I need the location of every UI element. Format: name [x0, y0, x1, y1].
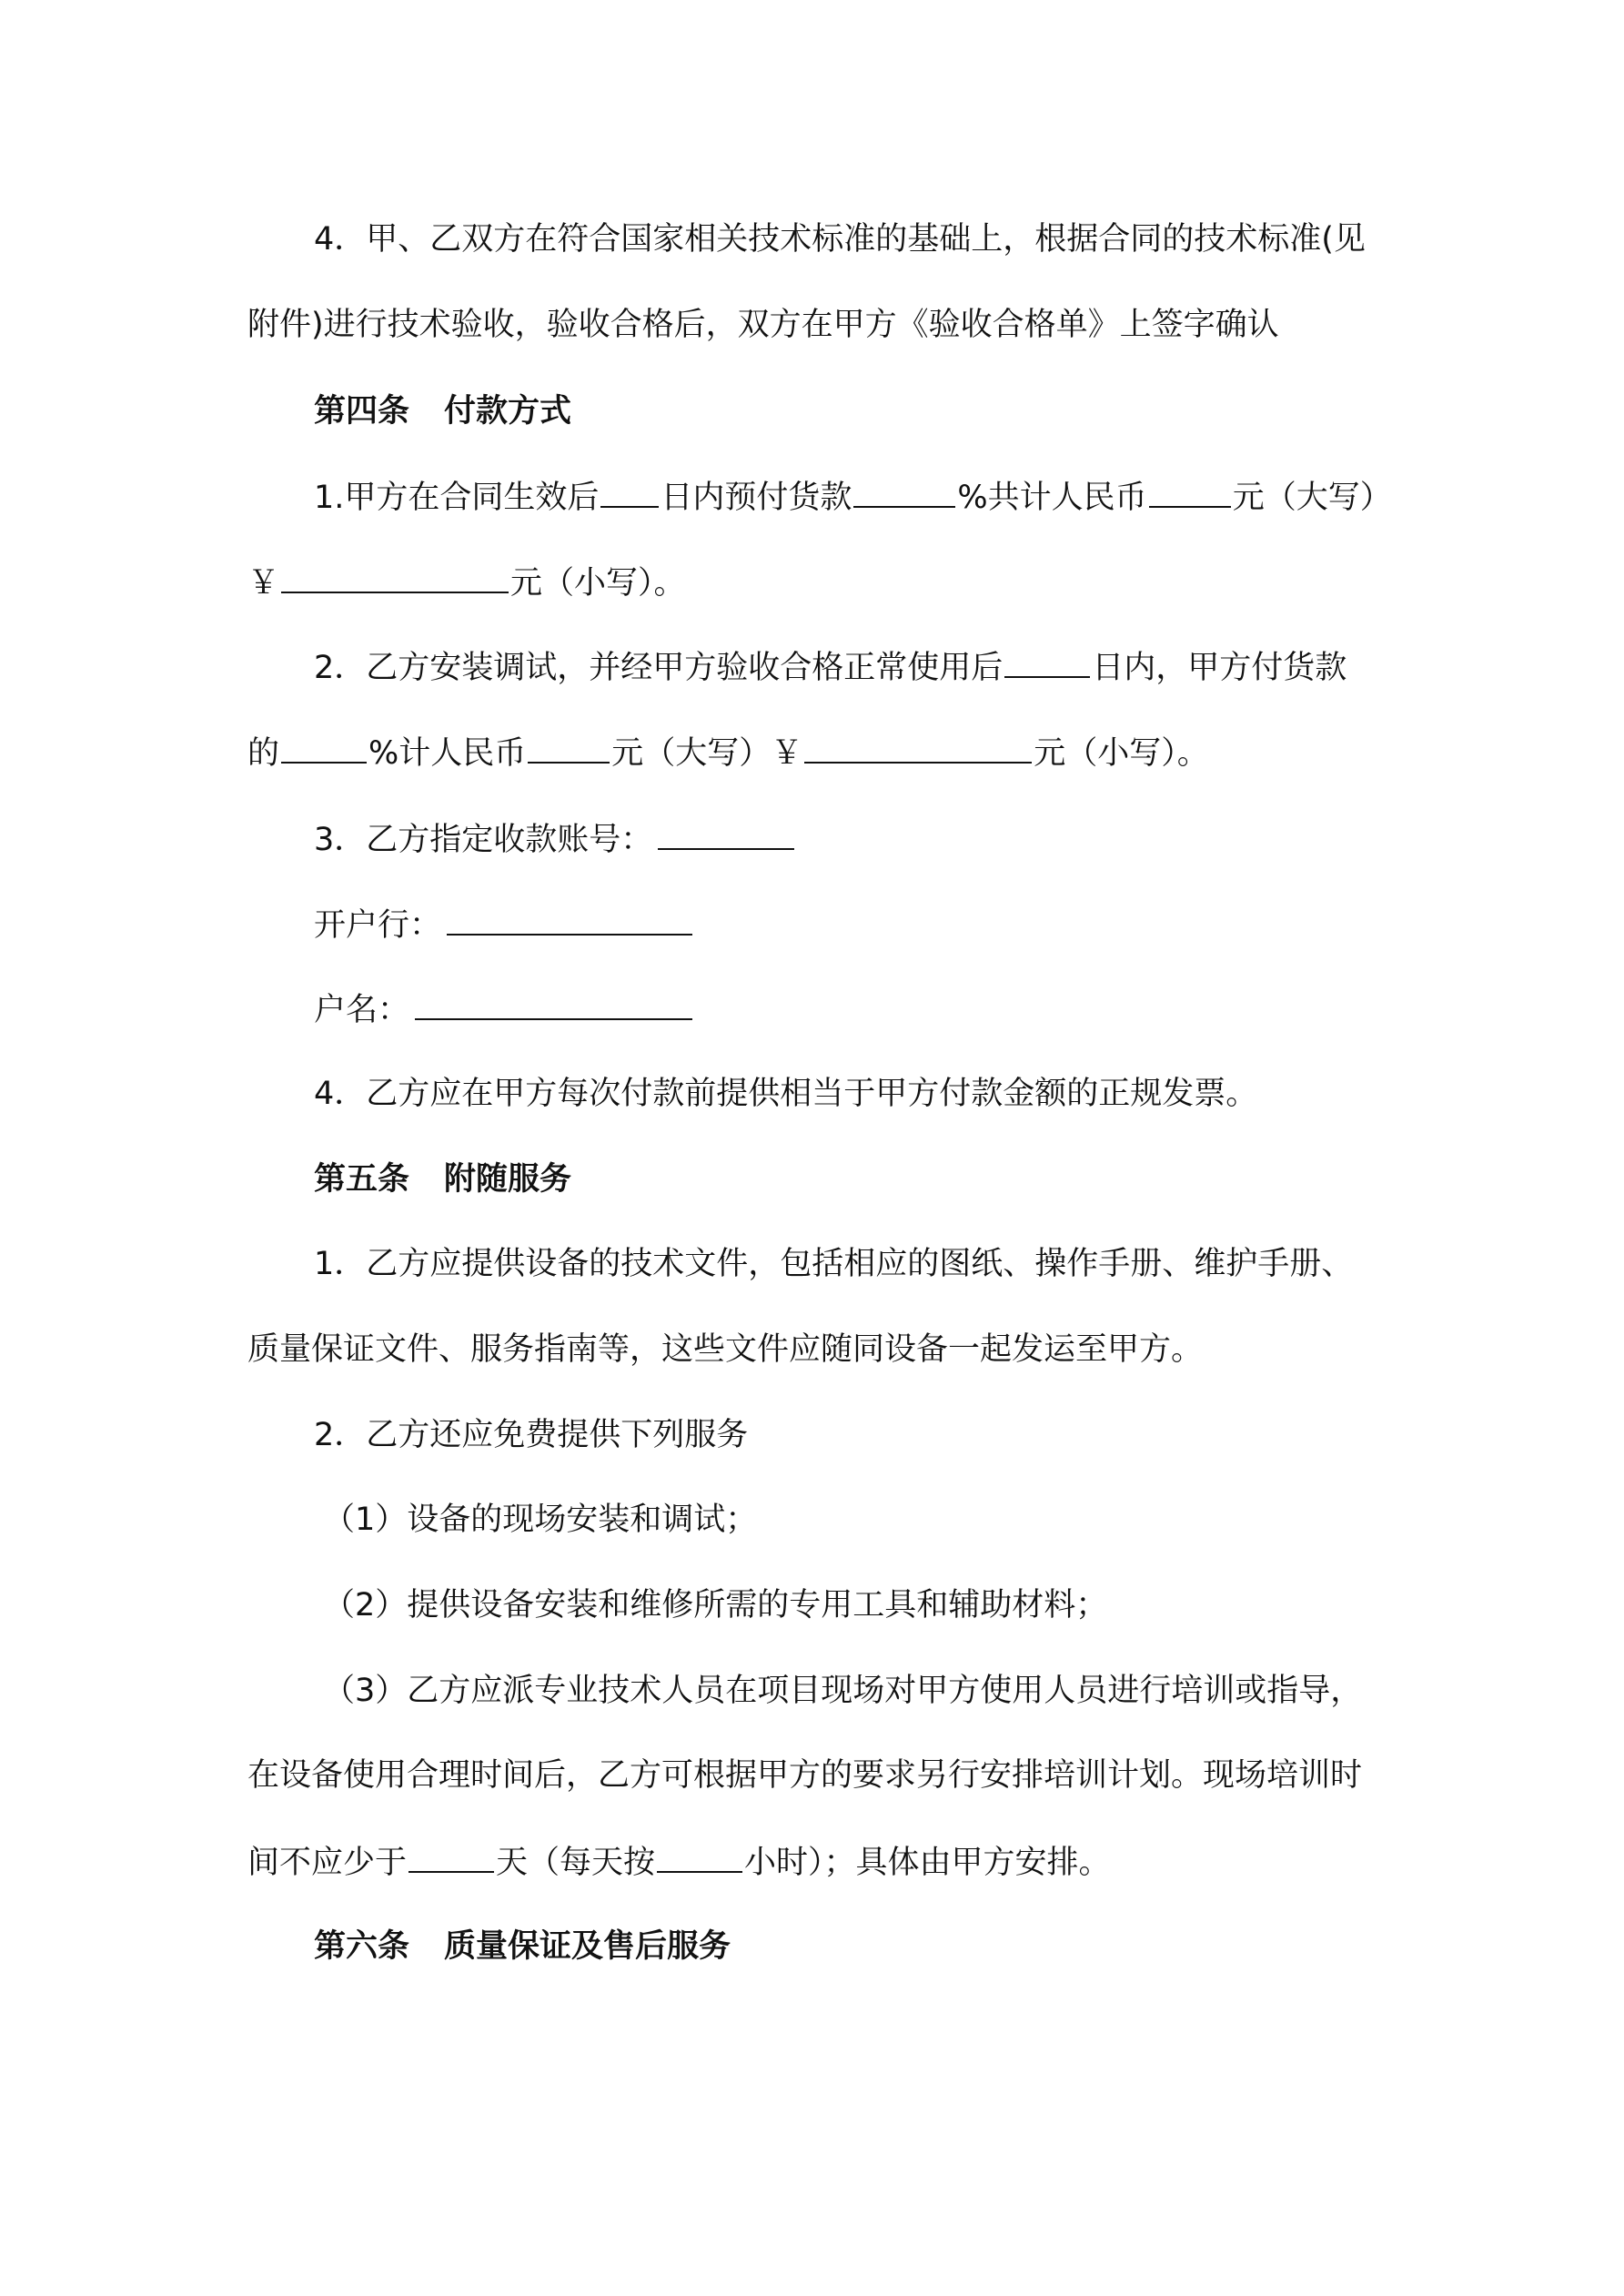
bank-field[interactable]: [447, 901, 692, 936]
blank-days-field[interactable]: [1004, 643, 1090, 678]
text-segment: 的: [247, 735, 280, 772]
blank-percent-field[interactable]: [853, 473, 955, 508]
article-6-title: 质量保证及售后服务: [444, 1928, 731, 1965]
para-4-line-1: 4．甲、乙双方在符合国家相关技术标准的基础上，根据合同的技术标准(见: [314, 221, 1366, 258]
text-segment: 元（大写）: [1232, 480, 1392, 516]
account-number-label: 3．乙方指定收款账号：: [314, 822, 653, 858]
text-segment: 元（大写）￥: [611, 735, 803, 772]
service-item-3-line-3: [247, 1838, 1394, 1886]
account-name-line: [314, 986, 1460, 1033]
account-name-label: 户名：: [314, 992, 410, 1028]
para-4-line-2: 附件)进行技术验收，验收合格后，双方在甲方《验收合格单》上签字确认: [247, 307, 1279, 343]
article-6-number: 第六条: [314, 1928, 410, 1965]
text-segment: 元（小写）。: [1034, 735, 1209, 772]
service-clause-1-line-1: 1．乙方应提供设备的技术文件，包括相应的图纸、操作手册、维护手册、: [314, 1246, 1354, 1282]
payment-clause-2-line-1: [314, 643, 1460, 691]
payment-clause-2-line-2: [247, 729, 1394, 776]
article-4-heading: [314, 389, 1460, 434]
blank-amount-lower-field[interactable]: [804, 729, 1032, 764]
text-segment: %共计人民币: [957, 480, 1147, 516]
bank-line: [314, 901, 1460, 948]
payment-clause-1-line-2: [247, 559, 1394, 606]
service-clause-2: 2．乙方还应免费提供下列服务: [314, 1417, 749, 1453]
text-segment: 小时）；具体由甲方安排。: [744, 1845, 1111, 1881]
text-segment: 元（小写）。: [510, 565, 686, 602]
blank-amount-upper-field[interactable]: [528, 729, 610, 764]
text-segment: 1.甲方在合同生效后: [314, 480, 600, 516]
blank-percent-field[interactable]: [281, 729, 367, 764]
article-5-number: 第五条: [314, 1161, 410, 1198]
text-segment: 间不应少于: [247, 1845, 408, 1881]
payment-clause-4: 4．乙方应在甲方每次付款前提供相当于甲方付款金额的正规发票。: [314, 1076, 1258, 1112]
blank-training-days-field[interactable]: [409, 1838, 494, 1873]
payment-clause-1-line-1: [314, 473, 1460, 521]
text-segment: 天（每天按: [496, 1845, 656, 1881]
service-item-1: （1）设备的现场安装和调试；: [323, 1502, 758, 1538]
bank-label: 开户行：: [314, 907, 442, 944]
service-item-3-line-2: 在设备使用合理时间后，乙方可根据甲方的要求另行安排培训计划。现场培训时: [247, 1757, 1363, 1794]
text-segment: 日内预付货款: [661, 480, 852, 516]
service-item-3-line-1: （3）乙方应派专业技术人员在项目现场对甲方使用人员进行培训或指导，: [323, 1673, 1363, 1709]
text-segment: 日内，甲方付货款: [1092, 650, 1347, 686]
blank-amount-lower-field[interactable]: [281, 559, 509, 593]
account-number-field[interactable]: [658, 815, 794, 850]
text-segment: ￥: [247, 565, 280, 602]
article-5-title: 附随服务: [444, 1161, 572, 1198]
article-4-number: 第四条: [314, 393, 410, 430]
account-number-line: [314, 815, 1460, 863]
article-4-title: 付款方式: [444, 393, 572, 430]
blank-amount-upper-field[interactable]: [1149, 473, 1231, 508]
account-name-field[interactable]: [415, 986, 692, 1020]
text-segment: 2．乙方安装调试，并经甲方验收合格正常使用后: [314, 650, 1004, 686]
article-6-heading: [314, 1924, 1460, 1969]
service-clause-1-line-2: 质量保证文件、服务指南等，这些文件应随同设备一起发运至甲方。: [247, 1331, 1204, 1368]
blank-days-field[interactable]: [600, 473, 659, 508]
article-5-heading: [314, 1157, 1460, 1202]
text-segment: %计人民币: [368, 735, 527, 772]
service-item-2: （2）提供设备安装和维修所需的专用工具和辅助材料；: [323, 1587, 1108, 1623]
blank-training-hours-field[interactable]: [657, 1838, 742, 1873]
